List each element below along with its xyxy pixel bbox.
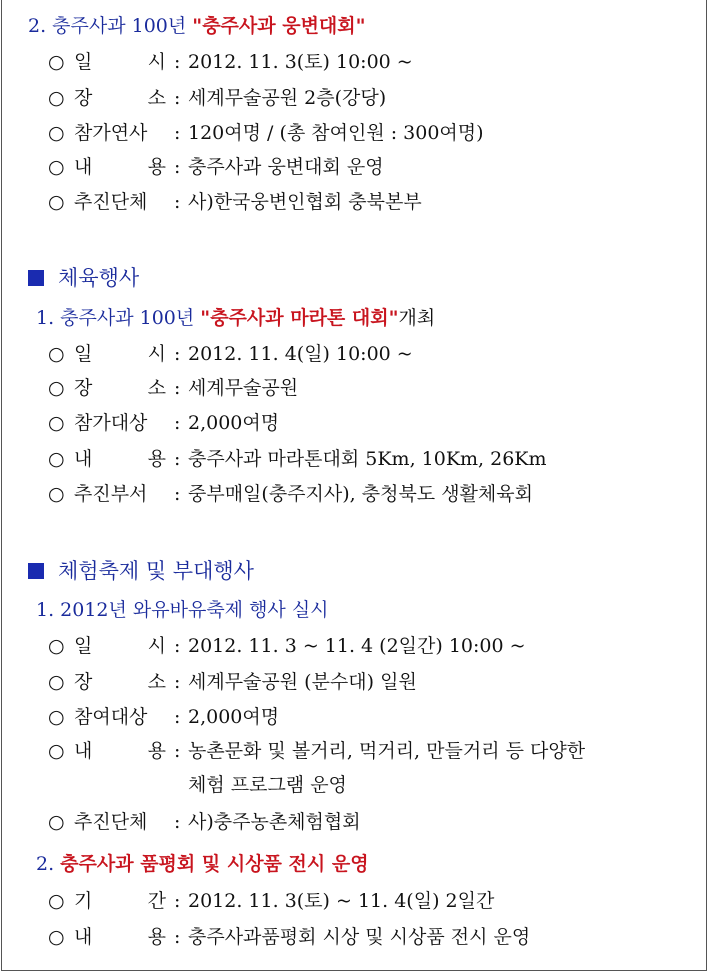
item-label: 내 용 xyxy=(74,448,166,470)
circle-bullet-icon: ○ xyxy=(48,671,65,693)
item-value: 사)충주농촌체험협회 xyxy=(188,811,361,833)
heading-highlight: "충주사과 마라톤 대회" xyxy=(200,307,399,329)
section-title-sports xyxy=(28,266,139,290)
item-value: 2012. 11. 4(일) 10:00 ~ xyxy=(188,343,413,365)
item-label: 일 시 xyxy=(74,635,166,657)
list-item: ○ 참가대상 : 2,000여명 xyxy=(48,412,280,434)
list-item: ○ 장 소 : 세계무술공원 2층(강당) xyxy=(48,87,387,109)
list-item: ○ 일 시 : 2012. 11. 3 ~ 11. 4 (2일간) 10:00 ~ xyxy=(48,635,526,657)
item-label: 일 시 xyxy=(74,343,166,365)
list-item: ○ 참가연사 : 120여명 / (총 참여인원 : 300여명) xyxy=(48,122,484,144)
item-value: 2012. 11. 3(토) 10:00 ~ xyxy=(188,51,413,73)
item-label: 내 용 xyxy=(74,926,166,948)
item-value: 중부매일(충주지사), 충청북도 생활체육회 xyxy=(188,483,533,505)
item-label: 추진부서 xyxy=(74,483,148,505)
item-label: 내 용 xyxy=(74,740,166,762)
item-value: 충주사과 마라톤대회 5Km, 10Km, 26Km xyxy=(188,448,547,470)
marathon-heading xyxy=(36,306,435,330)
item-value: 세계무술공원 xyxy=(188,377,299,399)
circle-bullet-icon: ○ xyxy=(48,811,65,833)
list-item: ○ 일 시 : 2012. 11. 4(일) 10:00 ~ xyxy=(48,343,413,365)
item-label: 참여대상 xyxy=(74,706,148,728)
item-value: 농촌문화 및 볼거리, 먹거리, 만들거리 등 다양한 xyxy=(188,740,586,762)
section-title-text: 체육행사 xyxy=(58,266,140,290)
item-label: 장 소 xyxy=(74,671,166,693)
circle-bullet-icon: ○ xyxy=(48,343,65,365)
heading-number: 2. xyxy=(36,853,61,875)
list-item: ○ 추진단체 : 사)충주농촌체험협회 xyxy=(48,811,361,833)
circle-bullet-icon: ○ xyxy=(48,740,65,762)
list-item: ○ 내 용 : 충주사과품평회 시상 및 시상품 전시 운영 xyxy=(48,926,531,948)
festival-heading: 1. 2012년 와유바유축제 행사 실시 xyxy=(36,599,329,621)
speech-contest-heading xyxy=(28,14,366,38)
item-value: 2012. 11. 3 ~ 11. 4 (2일간) 10:00 ~ xyxy=(188,635,526,657)
item-label: 일 시 xyxy=(74,51,166,73)
item-label: 장 소 xyxy=(74,377,166,399)
list-item: ○ 참여대상 : 2,000여명 xyxy=(48,706,280,728)
item-value: 2,000여명 xyxy=(188,412,280,434)
blue-square-icon xyxy=(28,270,44,286)
item-label: 참가연사 xyxy=(74,122,148,144)
circle-bullet-icon: ○ xyxy=(48,483,65,505)
list-item: ○ 추진부서 : 중부매일(충주지사), 충청북도 생활체육회 xyxy=(48,483,533,505)
item-value-continuation: 체험 프로그램 운영 xyxy=(188,774,347,796)
heading-number: 2. 충주사과 100년 xyxy=(28,15,193,37)
circle-bullet-icon: ○ xyxy=(48,412,65,434)
item-value: 사)한국웅변인협회 충북본부 xyxy=(188,191,422,213)
circle-bullet-icon: ○ xyxy=(48,448,65,470)
item-value: 2012. 11. 3(토) ~ 11. 4(일) 2일간 xyxy=(188,890,495,912)
item-label: 기 간 xyxy=(74,890,166,912)
list-item: ○ 내 용 : 농촌문화 및 볼거리, 먹거리, 만들거리 등 다양한 xyxy=(48,740,586,762)
apple-show-heading xyxy=(36,852,369,876)
list-item: ○ 기 간 : 2012. 11. 3(토) ~ 11. 4(일) 2일간 xyxy=(48,890,495,912)
item-label: 추진단체 xyxy=(74,811,148,833)
blue-square-icon xyxy=(28,563,44,579)
heading-highlight: 충주사과 품평회 및 시상품 전시 운영 xyxy=(60,853,369,875)
circle-bullet-icon: ○ xyxy=(48,890,65,912)
item-value: 세계무술공원 (분수대) 일원 xyxy=(188,671,417,693)
item-label: 참가대상 xyxy=(74,412,148,434)
circle-bullet-icon: ○ xyxy=(48,191,65,213)
heading-highlight: "충주사과 웅변대회" xyxy=(192,15,366,37)
item-label: 장 소 xyxy=(74,87,166,109)
circle-bullet-icon: ○ xyxy=(48,87,65,109)
circle-bullet-icon: ○ xyxy=(48,706,65,728)
heading-number: 1. 충주사과 100년 xyxy=(36,307,201,329)
list-item: ○ 내 용 : 충주사과 마라톤대회 5Km, 10Km, 26Km xyxy=(48,448,547,470)
item-value: 2,000여명 xyxy=(188,706,280,728)
item-label: 추진단체 xyxy=(74,191,148,213)
item-value: 충주사과품평회 시상 및 시상품 전시 운영 xyxy=(188,926,531,948)
item-value: 충주사과 웅변대회 운영 xyxy=(188,156,384,178)
circle-bullet-icon: ○ xyxy=(48,635,65,657)
circle-bullet-icon: ○ xyxy=(48,51,65,73)
list-item: ○ 일 시 : 2012. 11. 3(토) 10:00 ~ xyxy=(48,51,413,73)
list-item: ○ 추진단체 : 사)한국웅변인협회 충북본부 xyxy=(48,191,422,213)
item-value: 세계무술공원 2층(강당) xyxy=(188,87,387,109)
list-item: ○ 장 소 : 세계무술공원 (분수대) 일원 xyxy=(48,671,417,693)
list-item: ○ 장 소 : 세계무술공원 xyxy=(48,377,299,399)
item-value: 120여명 / (총 참여인원 : 300여명) xyxy=(188,122,484,144)
circle-bullet-icon: ○ xyxy=(48,926,65,948)
section-title-festival xyxy=(28,559,254,583)
item-label: 내 용 xyxy=(74,156,166,178)
section-title-text: 체험축제 및 부대행사 xyxy=(58,559,254,583)
circle-bullet-icon: ○ xyxy=(48,377,65,399)
list-item: ○ 내 용 : 충주사과 웅변대회 운영 xyxy=(48,156,384,178)
circle-bullet-icon: ○ xyxy=(48,122,65,144)
circle-bullet-icon: ○ xyxy=(48,156,65,178)
heading-suffix: 개최 xyxy=(398,307,436,329)
